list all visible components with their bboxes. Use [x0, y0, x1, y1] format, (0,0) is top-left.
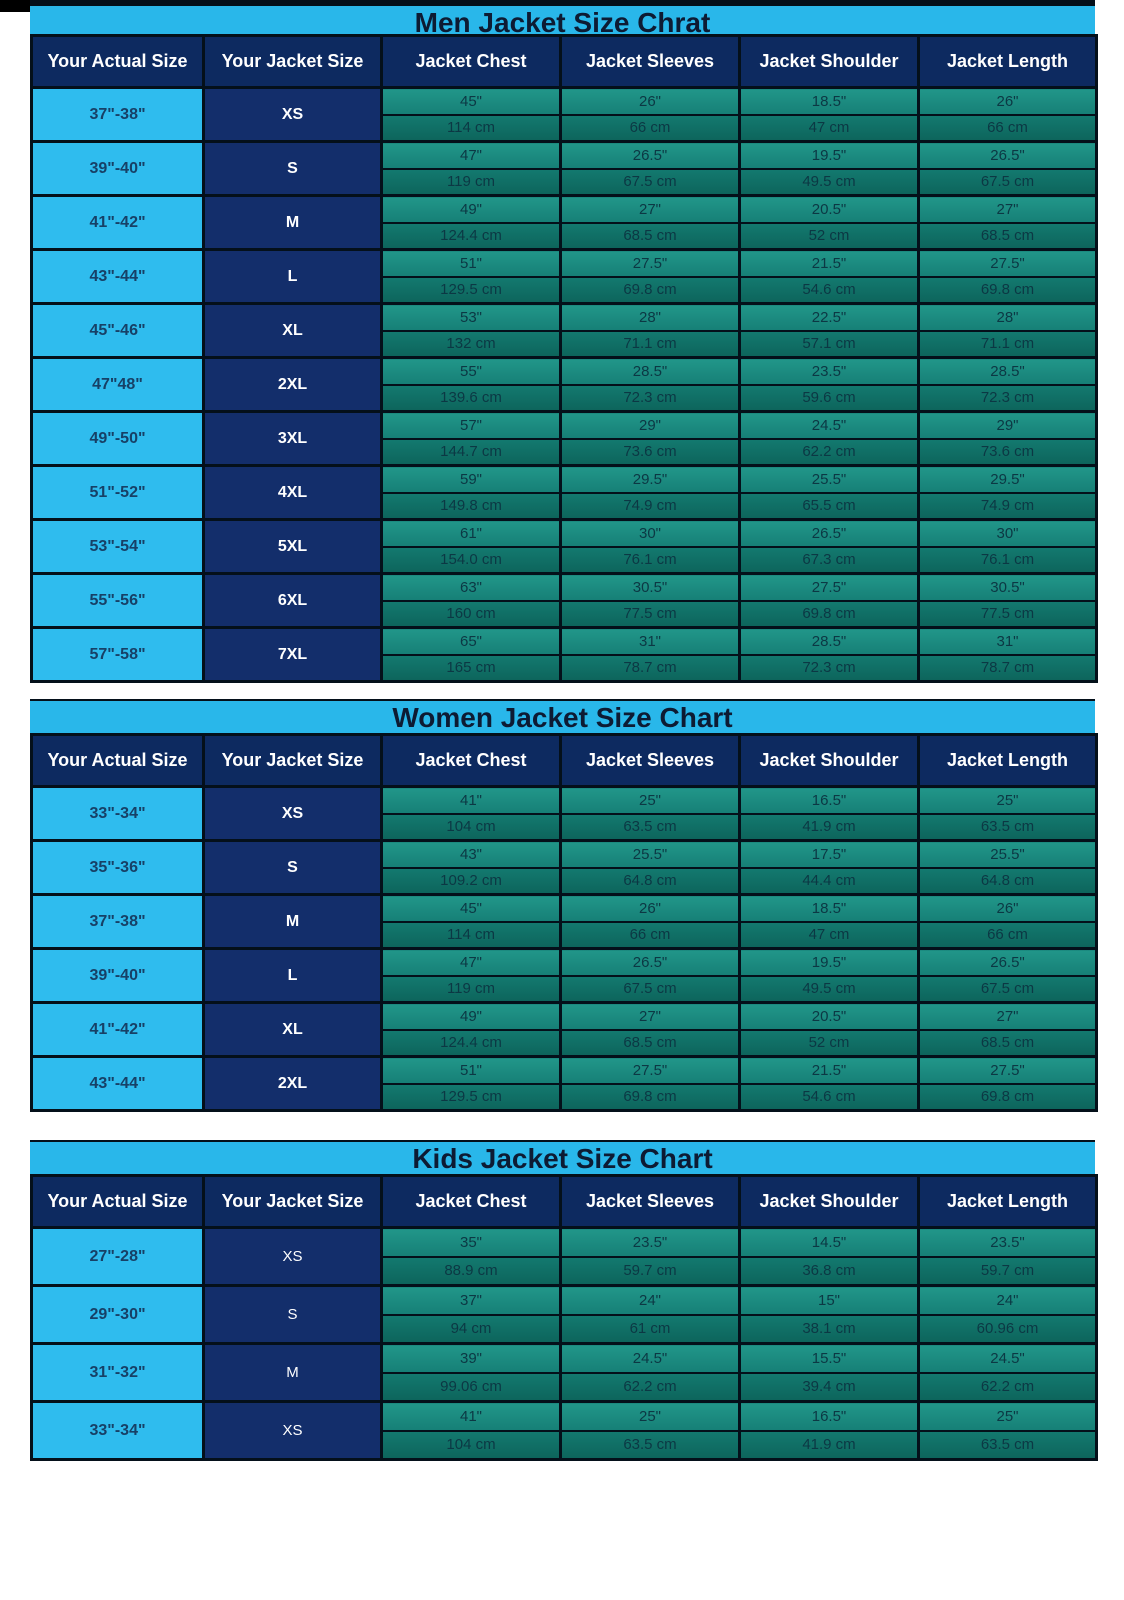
table-row [32, 88, 1097, 115]
shoulder-cm-cell: 47 cm [740, 115, 919, 142]
chest-inches-cell: 55" [382, 358, 561, 385]
jacket-size-cell: XS [204, 88, 382, 142]
shoulder-cm-cell: 65.5 cm [740, 493, 919, 520]
chest-cm-cell: 119 cm [382, 976, 561, 1003]
sleeves-inches-cell: 27.5" [561, 1057, 740, 1084]
sleeves-inches-cell: 24.5" [561, 1344, 740, 1373]
shoulder-cm-cell: 72.3 cm [740, 655, 919, 682]
jacket-size-cell: XL [204, 304, 382, 358]
jacket-size-cell: 4XL [204, 466, 382, 520]
actual-size-cell: 39"-40" [32, 949, 204, 1003]
length-cm-cell: 73.6 cm [919, 439, 1097, 466]
chest-inches-cell: 41" [382, 1402, 561, 1431]
actual-size-cell: 51"-52" [32, 466, 204, 520]
shoulder-inches-cell: 19.5" [740, 949, 919, 976]
sleeves-cm-cell: 78.7 cm [561, 655, 740, 682]
table-row [32, 895, 1097, 922]
shoulder-cm-cell: 41.9 cm [740, 1431, 919, 1460]
jacket-size-cell: 7XL [204, 628, 382, 682]
jacket-size-cell: XL [204, 1003, 382, 1057]
shoulder-cm-cell: 38.1 cm [740, 1315, 919, 1344]
chest-inches-cell: 63" [382, 574, 561, 601]
column-header-jacket-length: Jacket Length [919, 1176, 1097, 1228]
shoulder-inches-cell: 21.5" [740, 250, 919, 277]
table-row [32, 412, 1097, 439]
shoulder-inches-cell: 22.5" [740, 304, 919, 331]
length-inches-cell: 27.5" [919, 250, 1097, 277]
sleeves-inches-cell: 30" [561, 520, 740, 547]
length-inches-cell: 25" [919, 787, 1097, 814]
jacket-size-cell: L [204, 250, 382, 304]
column-header-jacket-sleeves: Jacket Sleeves [561, 36, 740, 88]
men-size-chart-section [30, 0, 1095, 683]
column-header-jacket-length: Jacket Length [919, 735, 1097, 787]
jacket-size-cell: XS [204, 1228, 382, 1286]
sleeves-inches-cell: 26.5" [561, 142, 740, 169]
kids-chart-title: Kids Jacket Size Chart [30, 1140, 1095, 1174]
actual-size-cell: 33"-34" [32, 1402, 204, 1460]
chest-inches-cell: 41" [382, 787, 561, 814]
table-row [32, 1286, 1097, 1315]
length-cm-cell: 66 cm [919, 115, 1097, 142]
jacket-size-cell: S [204, 841, 382, 895]
chest-inches-cell: 47" [382, 142, 561, 169]
sleeves-inches-cell: 25" [561, 1402, 740, 1431]
column-header-actual-size: Your Actual Size [32, 1176, 204, 1228]
shoulder-inches-cell: 17.5" [740, 841, 919, 868]
sleeves-cm-cell: 71.1 cm [561, 331, 740, 358]
chest-cm-cell: 114 cm [382, 115, 561, 142]
actual-size-cell: 31"-32" [32, 1344, 204, 1402]
table-row [32, 841, 1097, 868]
actual-size-cell: 55"-56" [32, 574, 204, 628]
length-inches-cell: 28.5" [919, 358, 1097, 385]
chest-cm-cell: 149.8 cm [382, 493, 561, 520]
actual-size-cell: 45"-46" [32, 304, 204, 358]
actual-size-cell: 39"-40" [32, 142, 204, 196]
chest-inches-cell: 51" [382, 1057, 561, 1084]
length-inches-cell: 26.5" [919, 949, 1097, 976]
column-header-actual-size: Your Actual Size [32, 36, 204, 88]
column-header-jacket-shoulder: Jacket Shoulder [740, 36, 919, 88]
column-header-jacket-chest: Jacket Chest [382, 1176, 561, 1228]
length-cm-cell: 68.5 cm [919, 223, 1097, 250]
length-inches-cell: 26" [919, 895, 1097, 922]
jacket-size-cell: 5XL [204, 520, 382, 574]
chest-cm-cell: 104 cm [382, 1431, 561, 1460]
sleeves-cm-cell: 67.5 cm [561, 976, 740, 1003]
sleeves-cm-cell: 73.6 cm [561, 439, 740, 466]
actual-size-cell: 43"-44" [32, 250, 204, 304]
sleeves-cm-cell: 61 cm [561, 1315, 740, 1344]
length-inches-cell: 29" [919, 412, 1097, 439]
chest-inches-cell: 61" [382, 520, 561, 547]
length-inches-cell: 25" [919, 1402, 1097, 1431]
sleeves-inches-cell: 25" [561, 787, 740, 814]
sleeves-inches-cell: 23.5" [561, 1228, 740, 1257]
length-cm-cell: 68.5 cm [919, 1030, 1097, 1057]
table-row [32, 250, 1097, 277]
header-row [32, 735, 1097, 787]
sleeves-inches-cell: 29.5" [561, 466, 740, 493]
length-inches-cell: 26.5" [919, 142, 1097, 169]
table-row [32, 304, 1097, 331]
jacket-size-cell: 2XL [204, 358, 382, 412]
shoulder-cm-cell: 47 cm [740, 922, 919, 949]
length-inches-cell: 30.5" [919, 574, 1097, 601]
shoulder-cm-cell: 67.3 cm [740, 547, 919, 574]
shoulder-cm-cell: 52 cm [740, 223, 919, 250]
table-row [32, 358, 1097, 385]
column-header-jacket-size: Your Jacket Size [204, 1176, 382, 1228]
column-header-jacket-sleeves: Jacket Sleeves [561, 735, 740, 787]
shoulder-inches-cell: 20.5" [740, 1003, 919, 1030]
men-size-table [30, 34, 1098, 683]
actual-size-cell: 33"-34" [32, 787, 204, 841]
chest-cm-cell: 124.4 cm [382, 223, 561, 250]
actual-size-cell: 27"-28" [32, 1228, 204, 1286]
chest-inches-cell: 57" [382, 412, 561, 439]
column-header-jacket-chest: Jacket Chest [382, 36, 561, 88]
chest-cm-cell: 129.5 cm [382, 1084, 561, 1111]
sleeves-inches-cell: 30.5" [561, 574, 740, 601]
shoulder-inches-cell: 14.5" [740, 1228, 919, 1257]
jacket-size-cell: M [204, 196, 382, 250]
header-row [32, 36, 1097, 88]
shoulder-inches-cell: 16.5" [740, 787, 919, 814]
length-inches-cell: 27" [919, 196, 1097, 223]
sleeves-inches-cell: 29" [561, 412, 740, 439]
shoulder-inches-cell: 26.5" [740, 520, 919, 547]
shoulder-cm-cell: 54.6 cm [740, 277, 919, 304]
shoulder-cm-cell: 57.1 cm [740, 331, 919, 358]
actual-size-cell: 49"-50" [32, 412, 204, 466]
actual-size-cell: 37"-38" [32, 88, 204, 142]
shoulder-cm-cell: 36.8 cm [740, 1257, 919, 1286]
table-row [32, 1057, 1097, 1084]
shoulder-cm-cell: 39.4 cm [740, 1373, 919, 1402]
column-header-jacket-length: Jacket Length [919, 36, 1097, 88]
length-inches-cell: 24.5" [919, 1344, 1097, 1373]
sleeves-inches-cell: 24" [561, 1286, 740, 1315]
length-cm-cell: 63.5 cm [919, 1431, 1097, 1460]
chest-cm-cell: 109.2 cm [382, 868, 561, 895]
sleeves-cm-cell: 63.5 cm [561, 1431, 740, 1460]
actual-size-cell: 37"-38" [32, 895, 204, 949]
column-header-jacket-chest: Jacket Chest [382, 735, 561, 787]
jacket-size-cell: L [204, 949, 382, 1003]
sleeves-cm-cell: 63.5 cm [561, 814, 740, 841]
jacket-size-cell: S [204, 142, 382, 196]
section-gap [30, 683, 1095, 699]
table-row [32, 466, 1097, 493]
column-header-jacket-shoulder: Jacket Shoulder [740, 735, 919, 787]
length-cm-cell: 78.7 cm [919, 655, 1097, 682]
shoulder-inches-cell: 27.5" [740, 574, 919, 601]
chest-inches-cell: 53" [382, 304, 561, 331]
sleeves-cm-cell: 76.1 cm [561, 547, 740, 574]
sleeves-inches-cell: 26.5" [561, 949, 740, 976]
shoulder-inches-cell: 16.5" [740, 1402, 919, 1431]
table-row [32, 196, 1097, 223]
chest-inches-cell: 51" [382, 250, 561, 277]
table-row [32, 628, 1097, 655]
jacket-size-cell: M [204, 1344, 382, 1402]
shoulder-inches-cell: 15.5" [740, 1344, 919, 1373]
shoulder-cm-cell: 49.5 cm [740, 169, 919, 196]
shoulder-cm-cell: 54.6 cm [740, 1084, 919, 1111]
length-cm-cell: 69.8 cm [919, 277, 1097, 304]
length-cm-cell: 69.8 cm [919, 1084, 1097, 1111]
section-gap [30, 1112, 1095, 1140]
chest-inches-cell: 35" [382, 1228, 561, 1257]
sleeves-cm-cell: 62.2 cm [561, 1373, 740, 1402]
chest-inches-cell: 49" [382, 1003, 561, 1030]
shoulder-cm-cell: 62.2 cm [740, 439, 919, 466]
shoulder-inches-cell: 15" [740, 1286, 919, 1315]
length-cm-cell: 67.5 cm [919, 169, 1097, 196]
chest-inches-cell: 65" [382, 628, 561, 655]
chest-cm-cell: 132 cm [382, 331, 561, 358]
crop-artifact [0, 0, 30, 12]
chest-cm-cell: 94 cm [382, 1315, 561, 1344]
shoulder-inches-cell: 25.5" [740, 466, 919, 493]
length-cm-cell: 67.5 cm [919, 976, 1097, 1003]
chest-cm-cell: 129.5 cm [382, 277, 561, 304]
sleeves-cm-cell: 69.8 cm [561, 277, 740, 304]
length-inches-cell: 23.5" [919, 1228, 1097, 1257]
length-cm-cell: 66 cm [919, 922, 1097, 949]
shoulder-cm-cell: 49.5 cm [740, 976, 919, 1003]
length-inches-cell: 30" [919, 520, 1097, 547]
jacket-size-cell: XS [204, 1402, 382, 1460]
chest-inches-cell: 43" [382, 841, 561, 868]
table-row [32, 787, 1097, 814]
men-chart-title: Men Jacket Size Chrat [30, 0, 1095, 34]
actual-size-cell: 29"-30" [32, 1286, 204, 1344]
table-row [32, 1003, 1097, 1030]
sleeves-inches-cell: 27" [561, 196, 740, 223]
kids-size-table [30, 1174, 1098, 1461]
length-cm-cell: 60.96 cm [919, 1315, 1097, 1344]
actual-size-cell: 47"48" [32, 358, 204, 412]
actual-size-cell: 41"-42" [32, 1003, 204, 1057]
chest-inches-cell: 49" [382, 196, 561, 223]
chest-cm-cell: 99.06 cm [382, 1373, 561, 1402]
length-cm-cell: 76.1 cm [919, 547, 1097, 574]
shoulder-inches-cell: 19.5" [740, 142, 919, 169]
table-row [32, 142, 1097, 169]
length-inches-cell: 24" [919, 1286, 1097, 1315]
shoulder-cm-cell: 52 cm [740, 1030, 919, 1057]
sleeves-cm-cell: 69.8 cm [561, 1084, 740, 1111]
sleeves-cm-cell: 68.5 cm [561, 223, 740, 250]
jacket-size-cell: XS [204, 787, 382, 841]
chest-cm-cell: 165 cm [382, 655, 561, 682]
jacket-size-cell: 6XL [204, 574, 382, 628]
length-cm-cell: 64.8 cm [919, 868, 1097, 895]
shoulder-inches-cell: 21.5" [740, 1057, 919, 1084]
column-header-jacket-size: Your Jacket Size [204, 735, 382, 787]
column-header-actual-size: Your Actual Size [32, 735, 204, 787]
sleeves-inches-cell: 28.5" [561, 358, 740, 385]
shoulder-inches-cell: 24.5" [740, 412, 919, 439]
length-inches-cell: 29.5" [919, 466, 1097, 493]
chest-inches-cell: 39" [382, 1344, 561, 1373]
actual-size-cell: 53"-54" [32, 520, 204, 574]
sleeves-cm-cell: 66 cm [561, 922, 740, 949]
length-cm-cell: 72.3 cm [919, 385, 1097, 412]
shoulder-inches-cell: 23.5" [740, 358, 919, 385]
sleeves-inches-cell: 26" [561, 88, 740, 115]
sleeves-cm-cell: 59.7 cm [561, 1257, 740, 1286]
jacket-size-cell: 3XL [204, 412, 382, 466]
length-cm-cell: 74.9 cm [919, 493, 1097, 520]
kids-size-chart-section [30, 1140, 1095, 1461]
column-header-jacket-size: Your Jacket Size [204, 36, 382, 88]
column-header-jacket-shoulder: Jacket Shoulder [740, 1176, 919, 1228]
chest-inches-cell: 37" [382, 1286, 561, 1315]
table-row [32, 1344, 1097, 1373]
shoulder-cm-cell: 41.9 cm [740, 814, 919, 841]
length-cm-cell: 71.1 cm [919, 331, 1097, 358]
sleeves-inches-cell: 31" [561, 628, 740, 655]
table-row [32, 574, 1097, 601]
chest-inches-cell: 45" [382, 895, 561, 922]
shoulder-cm-cell: 69.8 cm [740, 601, 919, 628]
chest-cm-cell: 139.6 cm [382, 385, 561, 412]
sleeves-inches-cell: 27" [561, 1003, 740, 1030]
sleeves-inches-cell: 28" [561, 304, 740, 331]
shoulder-inches-cell: 18.5" [740, 88, 919, 115]
chest-cm-cell: 144.7 cm [382, 439, 561, 466]
sleeves-cm-cell: 77.5 cm [561, 601, 740, 628]
actual-size-cell: 35"-36" [32, 841, 204, 895]
chest-cm-cell: 124.4 cm [382, 1030, 561, 1057]
column-header-jacket-sleeves: Jacket Sleeves [561, 1176, 740, 1228]
sleeves-cm-cell: 72.3 cm [561, 385, 740, 412]
length-cm-cell: 59.7 cm [919, 1257, 1097, 1286]
chest-inches-cell: 47" [382, 949, 561, 976]
sleeves-cm-cell: 66 cm [561, 115, 740, 142]
table-row [32, 1228, 1097, 1257]
length-cm-cell: 62.2 cm [919, 1373, 1097, 1402]
length-cm-cell: 77.5 cm [919, 601, 1097, 628]
women-chart-title: Women Jacket Size Chart [30, 699, 1095, 733]
jacket-size-cell: 2XL [204, 1057, 382, 1111]
actual-size-cell: 43"-44" [32, 1057, 204, 1111]
chest-cm-cell: 160 cm [382, 601, 561, 628]
shoulder-inches-cell: 18.5" [740, 895, 919, 922]
women-size-chart-section [30, 699, 1095, 1112]
shoulder-cm-cell: 59.6 cm [740, 385, 919, 412]
jacket-size-cell: S [204, 1286, 382, 1344]
length-inches-cell: 26" [919, 88, 1097, 115]
table-row [32, 1402, 1097, 1431]
length-inches-cell: 27.5" [919, 1057, 1097, 1084]
length-cm-cell: 63.5 cm [919, 814, 1097, 841]
size-chart-page [30, 0, 1095, 1461]
actual-size-cell: 41"-42" [32, 196, 204, 250]
length-inches-cell: 25.5" [919, 841, 1097, 868]
shoulder-inches-cell: 20.5" [740, 196, 919, 223]
chest-cm-cell: 119 cm [382, 169, 561, 196]
actual-size-cell: 57"-58" [32, 628, 204, 682]
length-inches-cell: 27" [919, 1003, 1097, 1030]
sleeves-inches-cell: 25.5" [561, 841, 740, 868]
chest-cm-cell: 88.9 cm [382, 1257, 561, 1286]
sleeves-inches-cell: 27.5" [561, 250, 740, 277]
chest-cm-cell: 154.0 cm [382, 547, 561, 574]
length-inches-cell: 31" [919, 628, 1097, 655]
shoulder-inches-cell: 28.5" [740, 628, 919, 655]
sleeves-cm-cell: 74.9 cm [561, 493, 740, 520]
jacket-size-cell: M [204, 895, 382, 949]
sleeves-cm-cell: 68.5 cm [561, 1030, 740, 1057]
women-size-table [30, 733, 1098, 1112]
shoulder-cm-cell: 44.4 cm [740, 868, 919, 895]
table-row [32, 520, 1097, 547]
sleeves-cm-cell: 67.5 cm [561, 169, 740, 196]
chest-cm-cell: 114 cm [382, 922, 561, 949]
chest-cm-cell: 104 cm [382, 814, 561, 841]
chest-inches-cell: 59" [382, 466, 561, 493]
length-inches-cell: 28" [919, 304, 1097, 331]
chest-inches-cell: 45" [382, 88, 561, 115]
sleeves-inches-cell: 26" [561, 895, 740, 922]
header-row [32, 1176, 1097, 1228]
sleeves-cm-cell: 64.8 cm [561, 868, 740, 895]
table-row [32, 949, 1097, 976]
